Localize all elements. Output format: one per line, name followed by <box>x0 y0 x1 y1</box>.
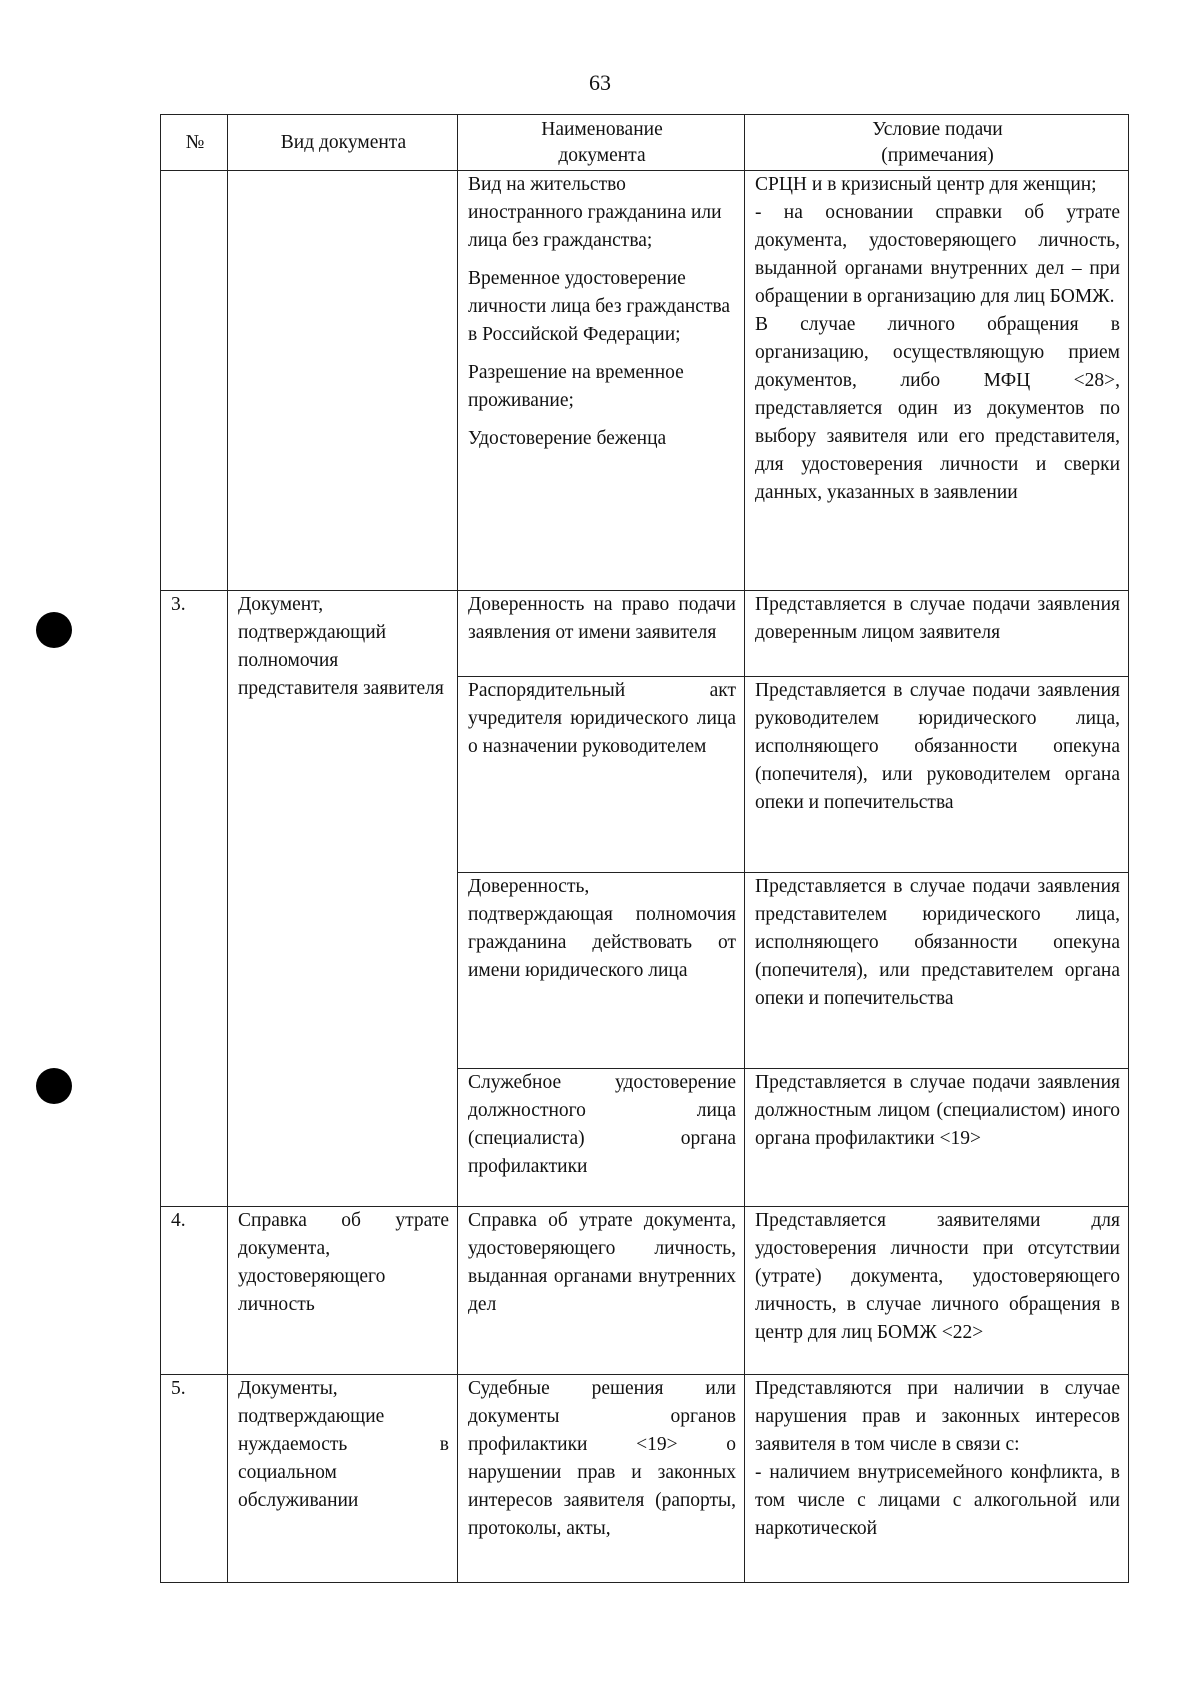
cell-condition <box>745 171 1129 591</box>
cell-doc-type <box>228 171 458 591</box>
doc-name-item: Временное удостоверение личности лица без гражданства в Российской Федерации; <box>468 268 731 345</box>
header-doc-name <box>458 115 745 171</box>
cell-num <box>161 171 228 591</box>
condition-line: - наличием внутрисемейного конфликта, в том числе с лицами с алкогольной или наркотической <box>755 1462 1120 1539</box>
cell-doc-name: Судебные решения или документы органов профилактики <19> о нарушении прав и законных интересов заявителя (рапорты, протоколы, акты, <box>458 1375 745 1583</box>
table-header-row <box>161 115 1129 171</box>
cell-doc-name: Доверенность, подтверждающая полномочия гражданина действовать от имени юридического лица <box>458 873 745 1069</box>
header-doc-name-line1: Наименование <box>541 118 663 140</box>
doc-name-item: Удостоверение беженца <box>468 428 667 449</box>
punch-hole <box>36 612 72 648</box>
condition-line: СРЦН и в кризисный центр для женщин; <box>755 174 1097 195</box>
condition-line: В случае личного обращения в организацию, осуществляющую прием документов, либо МФЦ <28>, представляется один из документов по выбору заявителя или его представителя, для удостоверения личности и сверки данных, указанных в заявлении <box>755 314 1120 503</box>
table-row <box>161 171 1129 591</box>
table-row <box>161 591 1129 677</box>
header-condition-line2: (примечания) <box>881 144 994 166</box>
cell-condition: Представляется в случае подачи заявления доверенным лицом заявителя <box>745 591 1129 677</box>
cell-num: 3. <box>161 591 228 1207</box>
condition-line: - на основании справки об утрате документа, удостоверяющего личность, выданной органами внутренних дел – при обращении в организацию для лиц БОМЖ. <box>755 202 1120 307</box>
cell-doc-type: Документы, подтверждающие нуждаемость в социальном обслуживании <box>228 1375 458 1583</box>
cell-doc-name: Доверенность на право подачи заявления от имени заявителя <box>458 591 745 677</box>
cell-num: 5. <box>161 1375 228 1583</box>
cell-condition: Представляется в случае подачи заявления представителем юридического лица, исполняющего обязанности опекуна (попечителя), или представителем органа опеки и попечительства <box>745 873 1129 1069</box>
header-num: № <box>161 115 228 171</box>
doc-name-item: Разрешение на временное проживание; <box>468 362 684 411</box>
documents-table <box>160 114 1129 1583</box>
doc-name-item: Вид на жительство иностранного гражданина или лица без гражданства; <box>468 174 722 251</box>
cell-condition: Представляется в случае подачи заявления должностным лицом (специалистом) иного органа профилактики <19> <box>745 1069 1129 1207</box>
punch-hole <box>36 1068 72 1104</box>
header-condition <box>745 115 1129 171</box>
cell-doc-type: Справка об утрате документа, удостоверяющего личность <box>228 1207 458 1375</box>
cell-condition: Представляется заявителями для удостоверения личности при отсутствии (утрате) документа, удостоверяющего личность, в случае личного обращения в центр для лиц БОМЖ <22> <box>745 1207 1129 1375</box>
cell-condition: Представляется в случае подачи заявления руководителем юридического лица, исполняющего обязанности опекуна (попечителя), или руководителем органа опеки и попечительства <box>745 677 1129 873</box>
header-condition-line1: Условие подачи <box>872 118 1003 140</box>
cell-doc-type: Документ, подтверждающий полномочия представителя заявителя <box>228 591 458 1207</box>
page-number: 63 <box>589 70 611 95</box>
table-row <box>161 1207 1129 1375</box>
table-row <box>161 1375 1129 1583</box>
cell-doc-name: Справка об утрате документа, удостоверяющего личность, выданная органами внутренних дел <box>458 1207 745 1375</box>
cell-num: 4. <box>161 1207 228 1375</box>
cell-doc-names <box>458 171 745 591</box>
cell-condition <box>745 1375 1129 1583</box>
condition-line: Представляются при наличии в случае нарушения прав и законных интересов заявителя в том числе в связи с: <box>755 1378 1120 1455</box>
header-doc-name-line2: документа <box>558 144 646 166</box>
cell-doc-name: Распорядительный акт учредителя юридического лица о назначении руководителем <box>458 677 745 873</box>
header-doc-type: Вид документа <box>228 115 458 171</box>
cell-doc-name: Служебное удостоверение должностного лица (специалиста) органа профилактики <box>458 1069 745 1207</box>
